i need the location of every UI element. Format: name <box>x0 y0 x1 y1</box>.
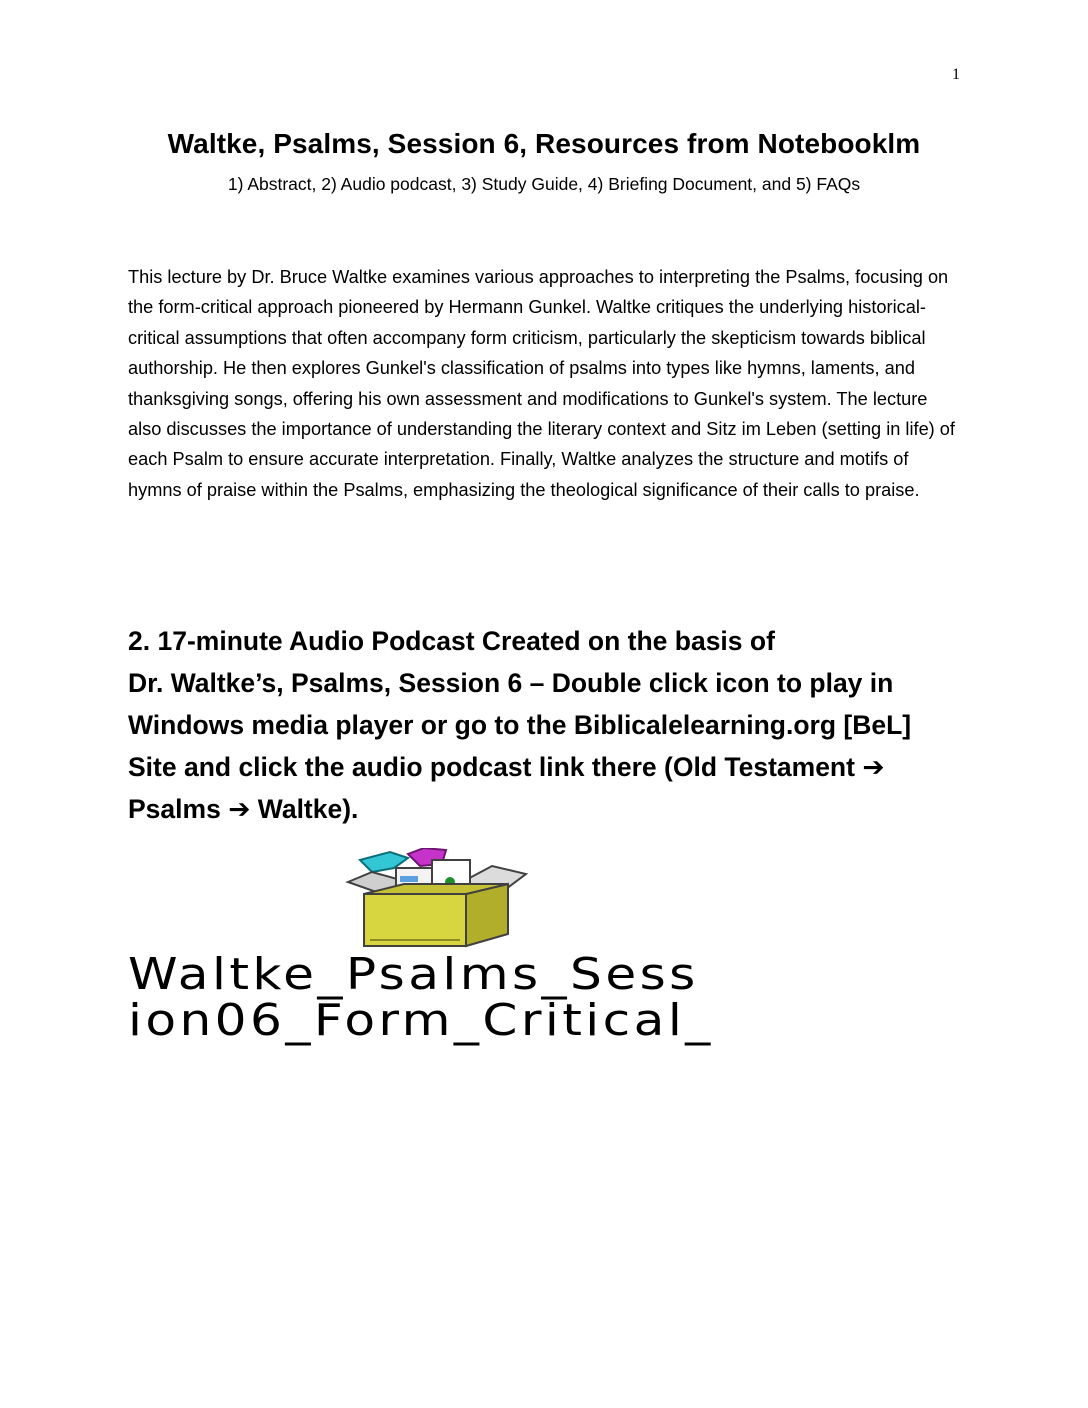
abstract-paragraph: This lecture by Dr. Bruce Waltke examines various approaches to interpreting the Psalms, focusing on the form-critical approach pioneered by Hermann Gunkel. Waltke critiques the underlying historical-critical assumptions that often accompany form criticism, particularly the skepticism towards biblical authorship. He then explores Gunkel's classification of psalms into types like hymns, laments, and thanksgiving songs, offering his own assessment and modifications to Gunkel's system. The lecture also discusses the importance of understanding the literary context and Sitz im Leben (setting in life) of each Psalm to ensure accurate interpretation. Finally, Waltke analyzes the structure and motifs of hymns of praise within the Psalms, emphasizing the theological significance of their calls to praise. <box>128 267 955 500</box>
podcast-heading-line-5b: Waltke). <box>257 794 359 824</box>
right-arrow-icon: ➔ <box>228 794 251 824</box>
podcast-heading-line-2: Dr. Waltke’s, Psalms, Session 6 – Double click icon to play in <box>128 668 894 698</box>
podcast-heading-line-1: 2. 17-minute Audio Podcast Created on the basis of <box>128 626 775 656</box>
document-subtitle: 1) Abstract, 2) Audio podcast, 3) Study Guide, 4) Briefing Document, and 5) FAQs <box>227 174 861 194</box>
podcast-heading-line-5a: Psalms <box>128 794 221 824</box>
podcast-heading-line-4-text: Site and click the audio podcast link there (Old Testament <box>128 752 855 782</box>
media-package-icon[interactable] <box>342 848 528 948</box>
podcast-heading-line-3: Windows media player or go to the Biblicalelearning.org [BeL] <box>128 710 912 740</box>
media-file-label-line-2: ion06_Form_Critical_ <box>128 995 714 1046</box>
page-number: 1 <box>952 66 960 83</box>
media-file-label[interactable] <box>128 949 858 1046</box>
media-file-label-line-1: Waltke_Psalms_Sess <box>128 949 699 1000</box>
right-arrow-icon: ➔ <box>862 752 885 782</box>
document-title: Waltke, Psalms, Session 6, Resources from Notebooklm <box>167 128 921 159</box>
podcast-heading-line-5 <box>128 788 968 830</box>
podcast-heading <box>128 620 968 830</box>
podcast-heading-line-4 <box>128 746 968 788</box>
